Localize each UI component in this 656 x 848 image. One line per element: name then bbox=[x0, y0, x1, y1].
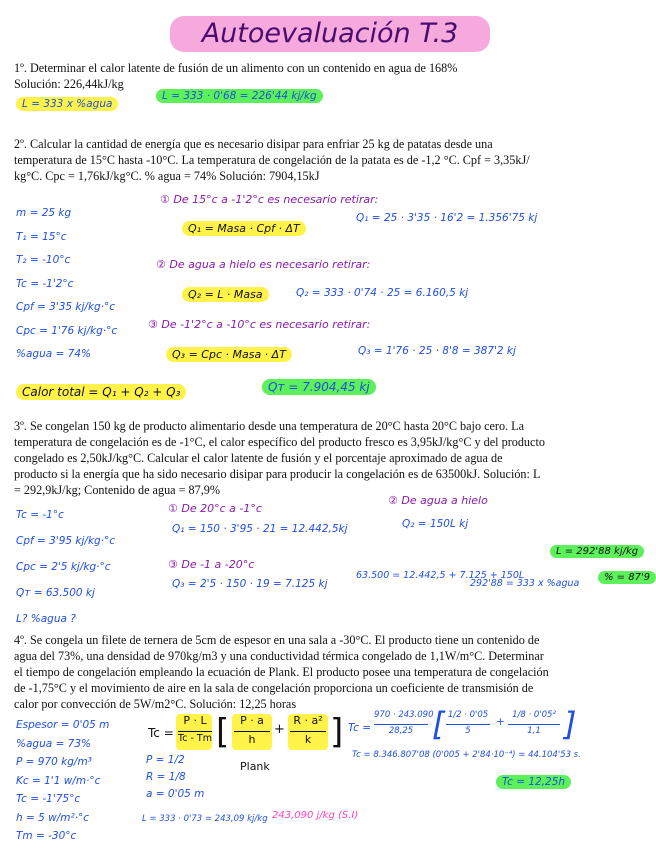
p4-data-item: Espesor = 0'05 m bbox=[16, 719, 110, 731]
problem-4-line: de -1,75°C y el movimiento de aire en la sala de congelación proporciona un coeficiente de transmisión de bbox=[14, 681, 534, 695]
p2-step3-formula: Q₃ = Cpc · Masa · ΔT bbox=[166, 348, 292, 361]
title-text: Autoevaluación T.3 bbox=[201, 18, 459, 49]
tc2-inner-a-num: 1/2 · 0'05 bbox=[447, 710, 489, 720]
p3-data-list bbox=[16, 502, 115, 632]
frac-line bbox=[178, 731, 212, 732]
p2-step2-formula: Q₂ = L · Masa bbox=[182, 288, 269, 301]
p2-step1-calc: Q₁ = 25 · 3'35 · 16'2 = 1.356'75 kj bbox=[356, 212, 538, 224]
p2-data-item: T₂ = -10°c bbox=[16, 254, 71, 266]
p3-step3-calc: Q₃ = 2'5 · 150 · 19 = 7.125 kj bbox=[172, 578, 328, 590]
tc2-inner-b-den: 1,1 bbox=[527, 726, 541, 736]
p2-data-item: Cpc = 1'76 kj/kg·°c bbox=[16, 324, 118, 337]
p3-step1-calc: Q₁ = 150 · 3'95 · 21 = 12.442,5kj bbox=[172, 523, 348, 535]
p3-data-item: L? %agua ? bbox=[16, 613, 76, 625]
problem-2-line: kg°C. Cpc = 1,76kJ/kg°C. % agua = 74% Solución: 7904,15kJ bbox=[14, 169, 320, 183]
p2-total-result: Qᴛ = 7.904,45 kj bbox=[262, 380, 376, 394]
tc-label: Tc = bbox=[148, 726, 174, 740]
p4-tc-result: Tc = 12,25h bbox=[496, 776, 571, 788]
p4-param-P: P = 1/2 bbox=[146, 754, 185, 766]
p4-L-calc: L = 333 · 0'73 = 243,09 kj/kg bbox=[142, 814, 268, 824]
p3-water-calc: 292'88 = 333 x %agua bbox=[470, 578, 580, 589]
problem-3-line: = 292,9kJ/kg; Contenido de agua = 87,9% bbox=[14, 483, 221, 497]
p3-data-item: Cpf = 3'95 kj/kg·°c bbox=[16, 535, 116, 547]
p4-param-a: a = 0'05 m bbox=[146, 788, 205, 800]
plus-sign: + bbox=[496, 716, 505, 728]
problem-2-line: 2º. Calcular la cantidad de energía que es necesario disipar para enfriar 25 kg de patatas desde una bbox=[14, 137, 493, 151]
problem-3-line: producto si la energía que ha sido necesario disipar para producir la congelación es de 63500kJ. Solución: L bbox=[14, 467, 541, 481]
p3-step2-calc: Q₂ = 150L kj bbox=[402, 518, 469, 530]
tc2-den: 28,25 bbox=[388, 726, 414, 736]
tc-substitution bbox=[348, 705, 648, 752]
bracket-close: ] bbox=[330, 712, 344, 752]
p2-data-item: Tc = -1'2°c bbox=[16, 277, 74, 290]
problem-4-line: calor por convección de 5W/m2°C. Solución: 12,25 horas bbox=[14, 697, 297, 711]
frac-line bbox=[290, 731, 326, 732]
problem-4-line: agua del 73%, una densidad de 970kg/m3 y una conductividad térmica congelado de 1,1W/m°C. Determinar bbox=[14, 649, 544, 663]
p3-step3-title: ③ De -1 a -20°c bbox=[168, 558, 255, 571]
tc2-label: Tc = bbox=[348, 722, 372, 734]
p3-water-result: % = 87'9 bbox=[598, 572, 656, 583]
p2-data-list bbox=[16, 202, 117, 367]
p1-result-line: L = 333 · 0'68 = 226'44 kj/kg bbox=[156, 90, 323, 102]
plank-label: Plank bbox=[240, 760, 270, 773]
frac-num-a: P · a bbox=[240, 714, 264, 727]
p4-data-item: Kc = 1'1 w/m·°c bbox=[16, 774, 101, 787]
p4-data-item: Tm = -30°c bbox=[16, 830, 77, 842]
p2-step2-title: ② De agua a hielo es necesario retirar: bbox=[156, 258, 371, 271]
p2-step1-formula: Q₁ = Masa · Cpf · ΔT bbox=[182, 222, 306, 235]
frac-line bbox=[374, 724, 428, 725]
frac-num-left: P · L bbox=[183, 714, 207, 727]
p3-step1-title: ① De 20°c a -1°c bbox=[168, 502, 262, 515]
problem-2-line: temperatura de 15°C hasta -10°C. La temperatura de congelación de la patata es de -1,2 °C. Cpf = 3,35kJ/ bbox=[14, 153, 530, 167]
problem-4-line: el tiempo de congelación empleando la ecuación de Plank. El producto posee una temperatura de congelación bbox=[14, 665, 549, 679]
bracket-open: [ bbox=[216, 712, 230, 752]
p2-step2-calc: Q₂ = 333 · 0'74 · 25 = 6.160,5 kj bbox=[296, 287, 469, 299]
p2-step1-title: ① De 15°c a -1'2°c es necesario retirar: bbox=[160, 193, 379, 206]
p4-params bbox=[146, 752, 204, 803]
frac-den-b: k bbox=[304, 733, 312, 746]
page-title bbox=[170, 12, 490, 52]
problem-1-line: Solución: 226,44kJ/kg bbox=[14, 77, 124, 91]
p2-data-item: m = 25 kg bbox=[16, 207, 72, 219]
plank-formula bbox=[148, 712, 348, 756]
p4-data-item: %agua = 73% bbox=[16, 737, 91, 750]
p2-data-item: Cpf = 3'35 kj/kg·°c bbox=[16, 301, 116, 313]
frac-den-left: Tc - Tm bbox=[178, 733, 212, 744]
p3-data-item: Cpc = 2'5 kj/kg·°c bbox=[16, 561, 111, 573]
tc2-inner-a-den: 5 bbox=[465, 726, 471, 736]
problem-4-line: 4º. Se congela un filete de ternera de 5cm de espesor en una sala a -30°C. El producto tiene un contenido de bbox=[14, 633, 540, 647]
problem-1-statement bbox=[14, 60, 457, 92]
frac-line bbox=[508, 724, 560, 725]
p3-sum-calc: 63.500 = 12.442,5 + 7.125 + 150L bbox=[356, 570, 525, 581]
p2-total-formula: Calor total = Q₁ + Q₂ + Q₃ bbox=[16, 385, 186, 399]
p4-L-si: 243,090 j/kg (S.I) bbox=[272, 810, 359, 821]
bracket-open: [ bbox=[432, 705, 445, 743]
p3-data-item: Qᴛ = 63.500 kj bbox=[16, 587, 95, 599]
frac-line bbox=[234, 731, 270, 732]
problem-3-line: temperatura de congelación es de -1°C, el calor específico del producto fresco es 3,95kJ/kg°C y del producto bbox=[14, 435, 545, 449]
problem-2-statement bbox=[14, 136, 530, 184]
p2-data-item: T₁ = 15°c bbox=[16, 230, 67, 243]
problem-1-line: 1º. Determinar el calor latente de fusión de un alimento con un contenido en agua de 168% bbox=[14, 61, 458, 75]
tc2-inner-b-num: 1/8 · 0'05² bbox=[512, 710, 556, 720]
p2-step3-title: ③ De -1'2°c a -10°c es necesario retirar: bbox=[148, 318, 371, 331]
p3-step2-title: ② De agua a hielo bbox=[388, 494, 488, 507]
frac-line bbox=[446, 724, 490, 725]
problem-3-line: congelado es 2,50kJ/kg°C. Calcular el calor latente de fusión y el porcentaje aproximado de agua de bbox=[14, 451, 503, 465]
p4-tc-calc: Tc = 8.346.807'08 (0'005 + 2'84·10⁻⁴) = 44.104'53 s. bbox=[352, 750, 581, 760]
p1-formula: L = 333 x %agua bbox=[16, 98, 118, 110]
problem-3-statement bbox=[14, 418, 545, 498]
problem-4-statement bbox=[14, 632, 549, 712]
p2-step3-calc: Q₃ = 1'76 · 25 · 8'8 = 387'2 kj bbox=[358, 345, 516, 357]
p4-data-item: h = 5 w/m²·°c bbox=[16, 811, 90, 824]
p2-data-item: %agua = 74% bbox=[16, 348, 91, 360]
p4-param-R: R = 1/8 bbox=[146, 771, 186, 783]
frac-den-a: h bbox=[248, 733, 256, 746]
p4-data-item: Tc = -1'75°c bbox=[16, 793, 81, 805]
bracket-close: ] bbox=[564, 705, 577, 743]
plus-sign: + bbox=[274, 722, 285, 737]
tc2-num: 970 · 243.090 bbox=[374, 710, 434, 720]
problem-3-line: 3º. Se congelan 150 kg de producto alimentario desde una temperatura de 20°C hasta 20°C bajo cero. La bbox=[14, 419, 525, 433]
p3-data-item: Tc = -1°c bbox=[16, 509, 64, 521]
p4-data-item: P = 970 kg/m³ bbox=[16, 756, 92, 768]
frac-num-b: R · a² bbox=[293, 714, 323, 727]
p3-L-result: L = 292'88 kj/kg bbox=[550, 546, 644, 557]
p4-data-list bbox=[16, 716, 109, 846]
